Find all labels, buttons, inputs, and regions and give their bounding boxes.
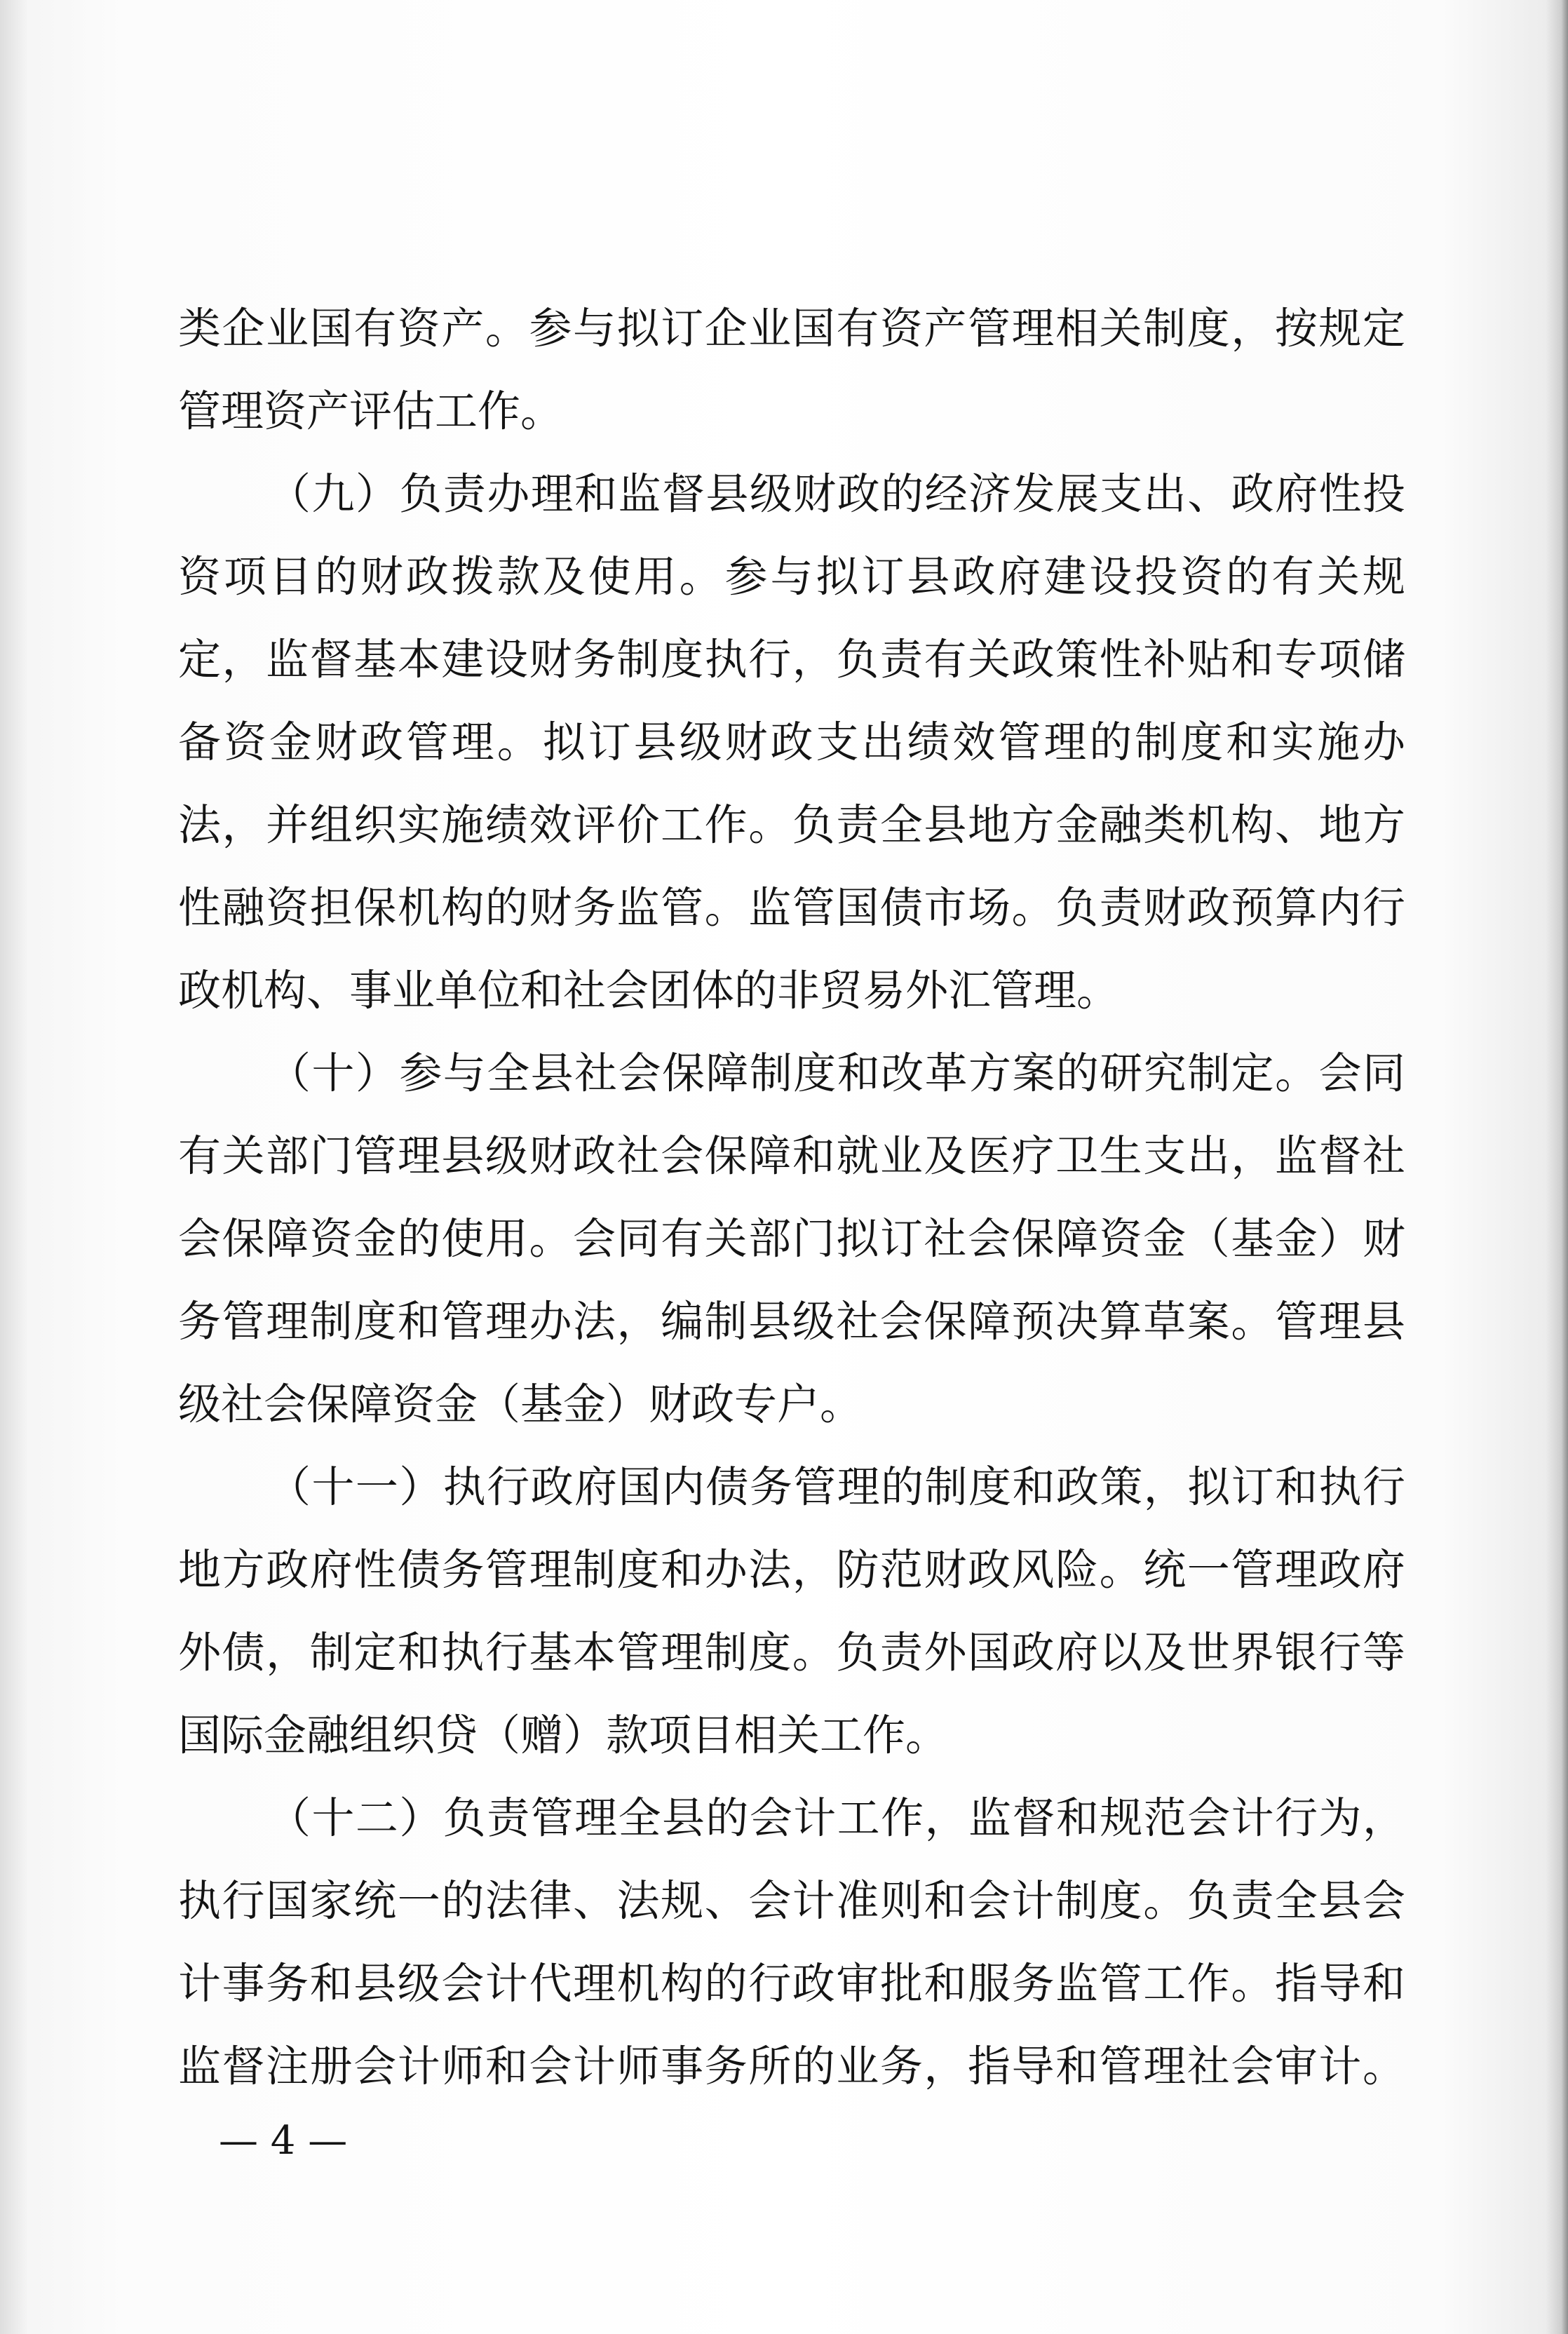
text-line: 类企业国有资产。参与拟订企业国有资产管理相关制度，按规定: [178, 304, 1405, 353]
text-line: 务管理制度和管理办法，编制县级社会保障预决算草案。管理县: [178, 1297, 1405, 1347]
text-line: 资项目的财政拨款及使用。参与拟订县政府建设投资的有关规: [178, 552, 1405, 602]
text-line: 定，监督基本建设财务制度执行，负责有关政策性补贴和专项储: [178, 635, 1405, 684]
text-line: （十一）执行政府国内债务管理的制度和政策，拟订和执行: [268, 1462, 1405, 1512]
text-line: 国际金融组织贷（赠）款项目相关工作。: [178, 1711, 949, 1760]
scan-left-shadow: [0, 0, 28, 2334]
text-line: 法，并组织实施绩效评价工作。负责全县地方金融类机构、地方: [178, 800, 1405, 850]
text-line: 地方政府性债务管理制度和办法，防范财政风险。统一管理政府: [178, 1545, 1405, 1595]
text-line: 外债，制定和执行基本管理制度。负责外国政府以及世界银行等: [178, 1628, 1405, 1678]
text-line: 备资金财政管理。拟订县级财政支出绩效管理的制度和实施办: [178, 717, 1405, 767]
text-line: 会保障资金的使用。会同有关部门拟订社会保障资金（基金）财: [178, 1214, 1405, 1264]
text-line: （十二）负责管理全县的会计工作，监督和规范会计行为，: [268, 1793, 1405, 1843]
text-line: 管理资产评估工作。: [178, 386, 564, 436]
text-line: （九）负责办理和监督县级财政的经济发展支出、政府性投: [268, 469, 1405, 519]
body-text: [178, 288, 1405, 2108]
text-line: 有关部门管理县级财政社会保障和就业及医疗卫生支出，监督社: [178, 1131, 1405, 1181]
text-line: 政机构、事业单位和社会团体的非贸易外汇管理。: [178, 966, 1120, 1016]
text-line: （十）参与全县社会保障制度和改革方案的研究制定。会同: [268, 1048, 1405, 1098]
text-line: 性融资担保机构的财务监管。监管国债市场。负责财政预算内行: [178, 883, 1405, 933]
text-line: 执行国家统一的法律、法规、会计准则和会计制度。负责全县会: [178, 1876, 1405, 1926]
page-number: — 4 —: [219, 2118, 348, 2164]
text-line: 监督注册会计师和会计师事务所的业务，指导和管理社会审计。: [178, 2042, 1405, 2091]
text-line: 级社会保障资金（基金）财政专户。: [178, 1380, 863, 1429]
scan-right-edge: [1546, 0, 1568, 2334]
text-line: 计事务和县级会计代理机构的行政审批和服务监管工作。指导和: [178, 1959, 1405, 2009]
